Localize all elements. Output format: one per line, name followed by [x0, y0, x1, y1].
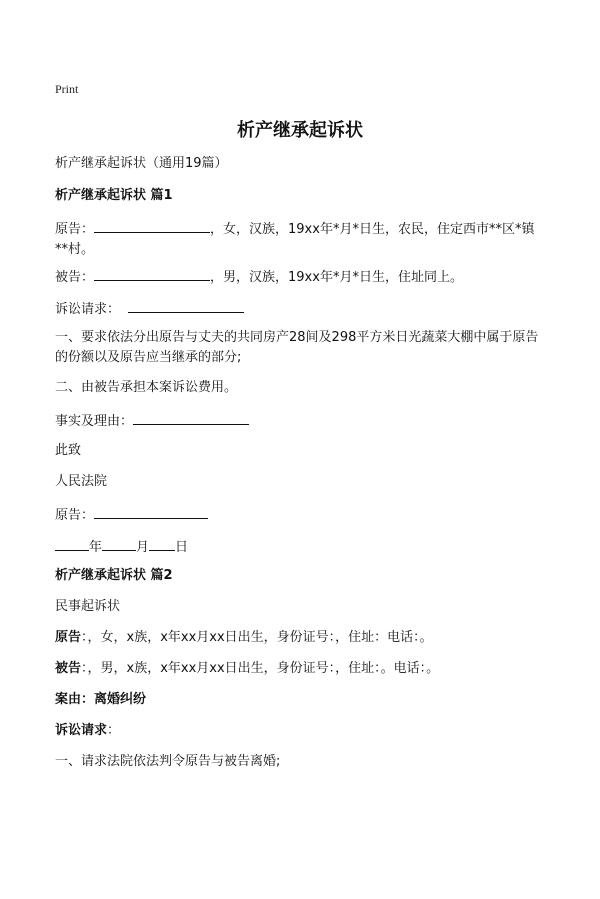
- section2-claim-1: 一、请求法院依法判令原告与被告离婚;: [55, 754, 281, 769]
- section2-claims-label: [55, 721, 545, 741]
- plaintiff-label: 原告：: [55, 222, 95, 237]
- defendant-label-bold: 被告: [55, 661, 82, 676]
- plaintiff-label-bold: 原告: [55, 630, 82, 645]
- section1-plaintiff: [55, 218, 545, 260]
- defendant-label: 被告：: [55, 270, 95, 285]
- year-blank: [55, 536, 89, 551]
- signature-label: 原告：: [55, 508, 95, 523]
- section2-heading: 析产继承起诉状 篇2: [55, 568, 173, 583]
- claims-colon: ：: [107, 723, 121, 738]
- section1-court: 人民法院: [55, 474, 108, 489]
- defendant-info: ，男，汉族，19xx年*月*日生，住址同上。: [210, 270, 463, 285]
- print-label: Print: [55, 82, 79, 96]
- facts-blank: [133, 410, 249, 425]
- document-title: 析产继承起诉状: [237, 120, 363, 141]
- defendant-name-blank: [94, 266, 210, 281]
- section2-doc-type: 民事起诉状: [55, 599, 121, 614]
- month-label: 月: [136, 540, 150, 555]
- section1-signature: [55, 504, 545, 526]
- facts-label: 事实及理由：: [55, 414, 134, 429]
- section1-claim-2: 二、由被告承担本案诉讼费用。: [55, 380, 238, 395]
- claims-blank: [128, 298, 244, 313]
- month-blank: [102, 536, 136, 551]
- plaintiff-info: ：，女，x族，x年xx月xx日出生，身份证号：，住址：电话：。: [81, 630, 433, 645]
- section1-heading: 析产继承起诉状 篇1: [55, 188, 173, 203]
- section1-date: [55, 536, 545, 558]
- plaintiff-name-blank: [94, 218, 210, 233]
- section1-facts: [55, 410, 545, 432]
- section1-claims-label: [55, 298, 545, 320]
- cause-value: ：离婚纠纷: [81, 692, 147, 707]
- section1-claim-1: 一、要求依法分出原告与丈夫的共同房产28间及298平方米日光蔬菜大棚中属于原告的份额以及原告应当继承的部分;: [55, 330, 539, 365]
- day-blank: [149, 536, 175, 551]
- claims-label: 诉讼请求：: [55, 302, 121, 317]
- section1-defendant: [55, 266, 545, 288]
- defendant-info: ：，男，x族，x年xx月xx日出生，身份证号：，住址：。电话：。: [81, 661, 440, 676]
- section2-cause: [55, 690, 545, 710]
- plaintiff-info: ，女，汉族，19xx年*月*日生，农民，住定西市**区*镇**村。: [55, 222, 535, 257]
- claims-label: 诉讼请求: [55, 723, 108, 738]
- document-intro: 析产继承起诉状（通用19篇）: [55, 156, 228, 171]
- year-label: 年: [89, 540, 103, 555]
- signature-blank: [94, 504, 208, 519]
- day-label: 日: [175, 540, 189, 555]
- section2-plaintiff: [55, 628, 545, 648]
- section1-closing: 此致: [55, 443, 82, 458]
- cause-label: 案由: [55, 692, 82, 707]
- section2-defendant: [55, 659, 545, 679]
